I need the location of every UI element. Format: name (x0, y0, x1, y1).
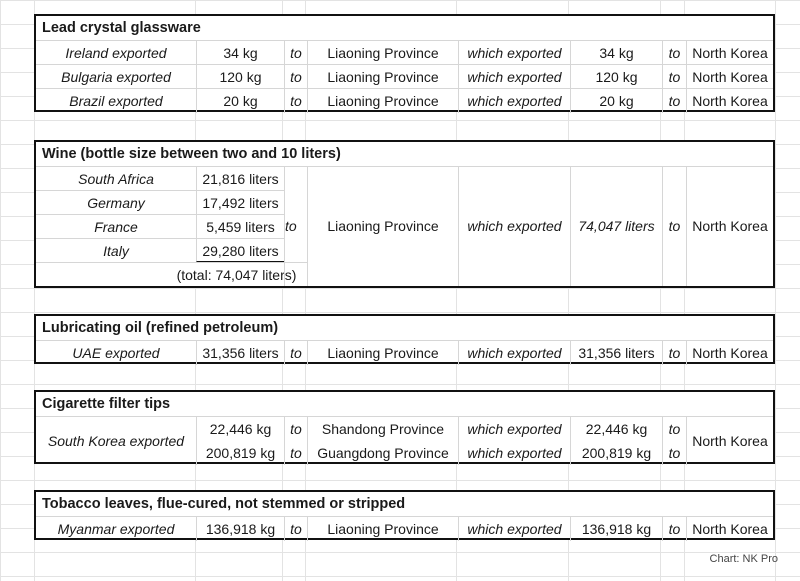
province-cell: Liaoning Province (307, 517, 458, 541)
quantity2-cell: 200,819 kg (570, 441, 662, 465)
province-cell: Liaoning Province (307, 341, 458, 365)
quantity-cell: 136,918 kg (196, 517, 284, 541)
table-row (36, 190, 284, 215)
block-title-row (36, 142, 773, 166)
quantity-cell: 20 kg (196, 89, 284, 113)
quantity2-cell: 20 kg (570, 89, 662, 113)
block-title: Cigarette filter tips (42, 396, 171, 412)
table-row (36, 416, 773, 465)
quantity2-cell: 120 kg (570, 65, 662, 89)
verb-cell: which exported (458, 517, 570, 541)
quantity2-cell: 74,047 liters (570, 166, 662, 286)
destination-cell: North Korea (686, 417, 773, 465)
table-row (36, 64, 773, 89)
verb-cell: which exported (458, 89, 570, 113)
block-title: Wine (bottle size between two and 10 liters) (42, 146, 341, 162)
province-cell: Liaoning Province (307, 89, 458, 113)
source-credit: Chart: NK Pro (709, 553, 778, 565)
quantity-cell: 17,492 liters (196, 191, 284, 215)
verb-cell: which exported (458, 417, 570, 441)
verb-cell: which exported (458, 341, 570, 365)
province-cell: Liaoning Province (307, 41, 458, 65)
to-cell: to (662, 417, 686, 441)
table-row (36, 262, 307, 287)
country-cell: Germany (87, 195, 145, 211)
verb-cell: which exported (458, 65, 570, 89)
exporter-cell: Myanmar exported (57, 521, 175, 537)
quantity2-cell: 31,356 liters (570, 341, 662, 365)
block-title: Tobacco leaves, flue-cured, not stemmed or stripped (42, 496, 406, 512)
to-cell: to (284, 441, 307, 465)
block-title-row (36, 392, 773, 416)
exporter-cell: Ireland exported (65, 45, 167, 61)
quantity2-cell: 34 kg (570, 41, 662, 65)
to-cell: to (662, 65, 686, 89)
to-cell: to (284, 41, 307, 65)
to-cell: to (284, 517, 307, 541)
destination-cell: North Korea (686, 166, 773, 286)
province-cell: Guangdong Province (307, 441, 458, 465)
destination-cell: North Korea (686, 89, 773, 113)
destination-cell: North Korea (686, 41, 773, 65)
verb-cell: which exported (458, 41, 570, 65)
province-cell: Liaoning Province (307, 166, 458, 286)
table-row (36, 516, 773, 541)
wine-block (34, 140, 775, 288)
cigarette-filter-block (34, 390, 775, 464)
to-cell: to (662, 41, 686, 65)
quantity2-cell: 136,918 kg (570, 517, 662, 541)
quantity2-cell: 22,446 kg (570, 417, 662, 441)
table-row (36, 238, 284, 263)
quantity-cell: 29,280 liters (196, 239, 284, 262)
verb-cell: which exported (458, 441, 570, 465)
block-title-row (36, 16, 773, 40)
exporter-cell: UAE exported (72, 345, 160, 361)
to-cell: to (284, 341, 307, 365)
quantity-cell: 22,446 kg (196, 417, 284, 441)
table-row (36, 340, 773, 365)
to-cell: to (662, 89, 686, 113)
quantity-cell: 200,819 kg (196, 441, 284, 465)
to-cell: to (284, 166, 307, 286)
verb-cell: which exported (458, 166, 570, 286)
quantity-cell: 5,459 liters (196, 215, 284, 239)
quantity-cell: 21,816 liters (196, 167, 284, 191)
to-cell: to (662, 341, 686, 365)
table-row (36, 88, 773, 113)
to-cell: to (662, 517, 686, 541)
table-row (36, 214, 284, 239)
total-cell: (total: 74,047 liters) (176, 267, 297, 283)
province-cell: Liaoning Province (307, 65, 458, 89)
country-cell: France (94, 219, 138, 235)
province-cell: Shandong Province (307, 417, 458, 441)
country-cell: South Africa (78, 171, 154, 187)
table-row (36, 40, 773, 65)
quantity-cell: 120 kg (196, 65, 284, 89)
grid-column-line (775, 0, 776, 581)
block-title: Lubricating oil (refined petroleum) (42, 320, 279, 336)
tobacco-leaves-block (34, 490, 775, 540)
lubricating-oil-block (34, 314, 775, 364)
destination-cell: North Korea (686, 65, 773, 89)
to-cell: to (284, 417, 307, 441)
block-title: Lead crystal glassware (42, 20, 201, 36)
to-cell: to (662, 166, 686, 286)
exporter-cell: South Korea exported (47, 433, 185, 449)
to-cell: to (662, 441, 686, 465)
exporter-cell: Brazil exported (69, 93, 163, 109)
exporter-cell: Bulgaria exported (61, 69, 171, 85)
quantity-cell: 31,356 liters (196, 341, 284, 365)
country-cell: Italy (103, 243, 129, 259)
destination-cell: North Korea (686, 517, 773, 541)
crystal-glassware-block (34, 14, 775, 112)
to-cell: to (284, 89, 307, 113)
block-title-row (36, 316, 773, 340)
block-title-row (36, 492, 773, 516)
quantity-cell: 34 kg (196, 41, 284, 65)
wine-destination-row (284, 166, 773, 286)
to-cell: to (284, 65, 307, 89)
destination-cell: North Korea (686, 341, 773, 365)
